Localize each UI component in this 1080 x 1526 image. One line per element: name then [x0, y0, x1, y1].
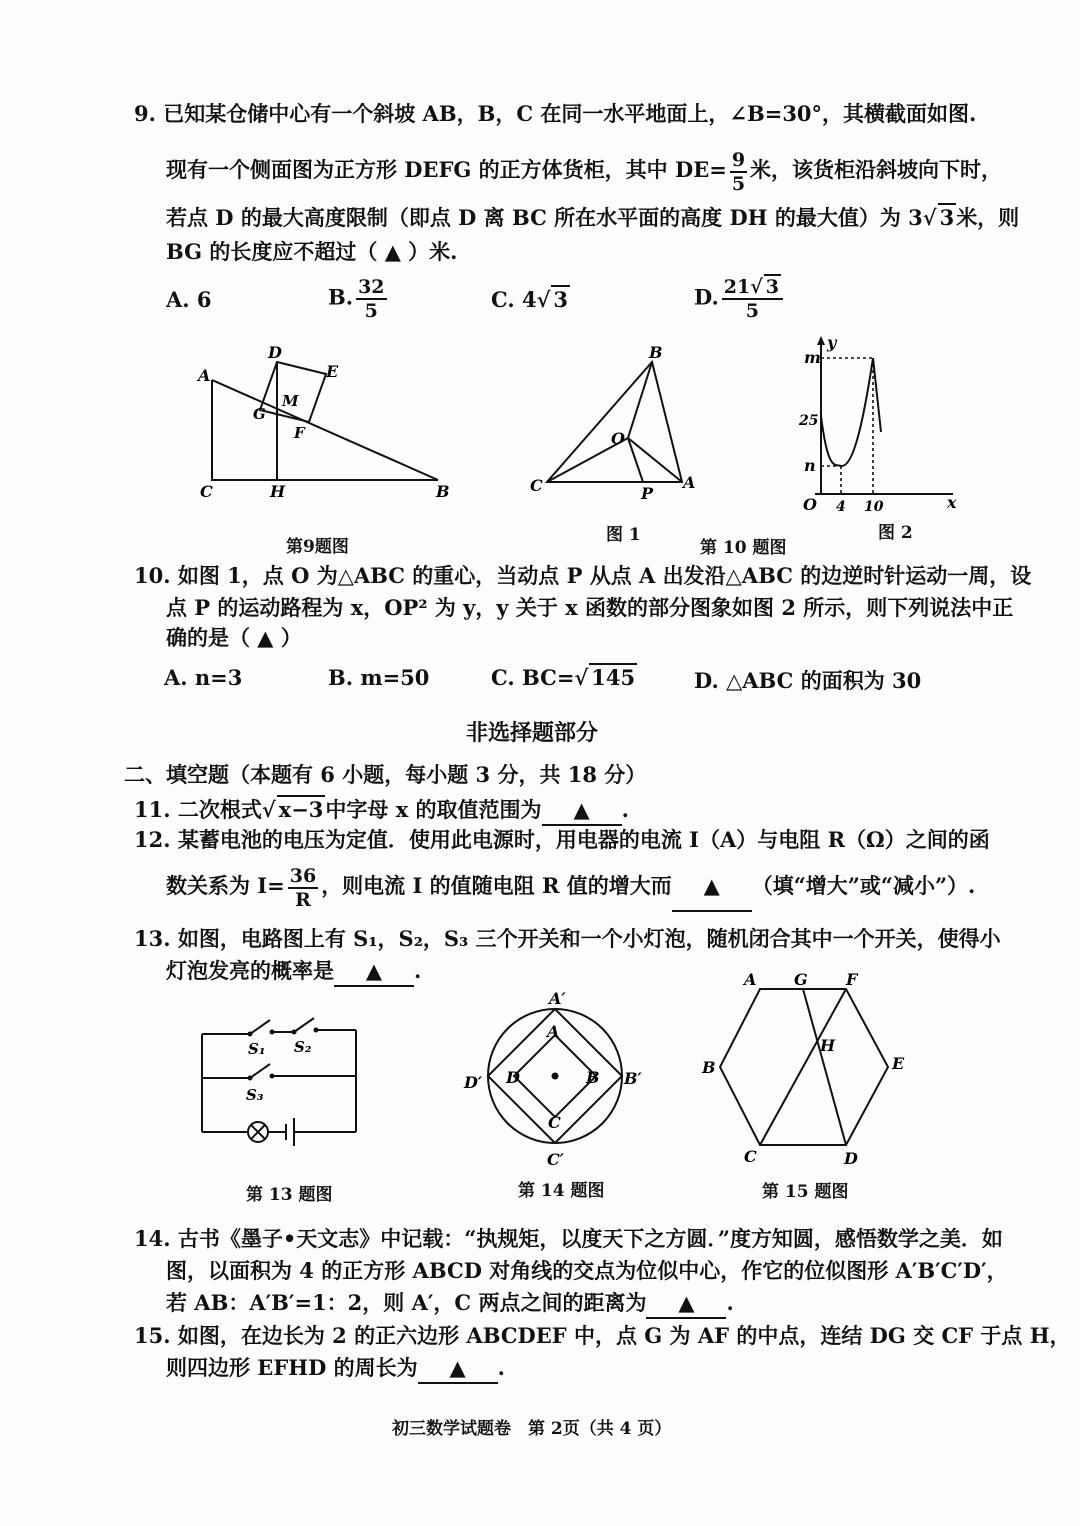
part2-heading: 二、填空题（本题有 6 小题，每小题 3 分，共 18 分） [124, 762, 647, 787]
q10-option-a: A. n=3 [164, 665, 243, 690]
q9-option-d-label: D. [694, 284, 719, 310]
q10-fig1-caption: 图 1 [606, 525, 641, 545]
q12-number: 12. [134, 827, 171, 852]
q12-text-2a: 数关系为 I= [166, 873, 285, 898]
q14-line1 [134, 1225, 1003, 1253]
q9-label-m: M [282, 392, 299, 410]
q9-line2 [166, 146, 1002, 195]
q9-sqrt-3: 3 [939, 205, 955, 230]
q14-label-c1: C′ [547, 1150, 564, 1169]
q13-text-2a: 灯泡发亮的概率是 [166, 958, 334, 983]
q10-fig1-label-p: P [641, 484, 654, 503]
q15-answer-blank[interactable]: ▲ [418, 1354, 498, 1384]
q9-number: 9. [134, 101, 156, 126]
q15-label-e: E [892, 1054, 905, 1073]
q9-option-d-sqrt: 3 [765, 276, 779, 298]
q14-answer-blank[interactable]: ▲ [646, 1289, 726, 1319]
q11-answer-blank[interactable]: ▲ [542, 796, 622, 826]
q9-line4: BG 的长度应不超过（ ▲ ）米. [166, 239, 458, 264]
q15-figure [700, 965, 920, 1175]
q15-label-b: B [702, 1058, 716, 1077]
q10-fig2-label-25: 25 [799, 413, 819, 429]
q14-end: . [726, 1290, 734, 1315]
q10-fig2-label-10: 10 [864, 499, 884, 514]
q12-line1 [134, 826, 990, 854]
q10-number: 10. [134, 563, 171, 588]
q9-text-3b: 米，则 [956, 205, 1020, 230]
q10-fig2-label-x: x [947, 493, 957, 512]
q12-frac-den: R [295, 888, 311, 911]
q14-center-point [552, 1073, 559, 1080]
q10-fig2-caption: 图 2 [878, 523, 913, 543]
q15-label-c: C [744, 1147, 757, 1166]
q9-label-h: H [270, 482, 286, 501]
q14-label-b: B [586, 1068, 600, 1087]
q9-option-b-frac [356, 276, 386, 322]
q11-end: . [621, 797, 629, 822]
q9-line3: 若点 D 的最大高度限制（即点 D 离 BC 所在水平面的高度 DH 的最大值）为 3√ 3米，则 [166, 205, 1020, 230]
q9-option-b [328, 276, 390, 322]
q10-option-c-label: C. BC= [491, 665, 575, 690]
q12-answer-blank[interactable]: ▲ [672, 862, 752, 912]
q10-line3: 确的是（ ▲ ） [166, 625, 302, 650]
q15-label-f: F [846, 970, 858, 989]
q9-option-d-frac [722, 276, 783, 322]
q11-text-a: 二次根式 [177, 797, 262, 822]
q9-option-d-num: 21 [723, 276, 751, 298]
q9-label-c: C [200, 482, 213, 501]
q12-text-1: 某蓄电池的电压为定值．使用此电源时，用电器的电流 I（A）与电阻 R（Ω）之间的函 [177, 827, 990, 852]
q10-fig1-label-o: O [611, 429, 625, 448]
q15-label-g: G [794, 970, 808, 989]
q9-label-d: D [268, 343, 282, 362]
q9-frac-den: 5 [731, 172, 746, 195]
q9-option-d [694, 276, 786, 322]
q13-end: . [414, 958, 422, 983]
q14-label-a1: A′ [549, 989, 566, 1008]
q9-line1 [134, 100, 976, 128]
q12-line2 [166, 862, 975, 912]
q15-line1 [134, 1322, 1071, 1350]
q9-text-2b: 米，该货柜沿斜坡向下时， [750, 157, 1003, 182]
section-title: 非选择题部分 [466, 720, 599, 746]
q11-text-b: 中字母 x 的取值范围为 [325, 797, 542, 822]
q13-line1 [134, 925, 1001, 953]
q12-text-2b: ，则电流 I 的值随电阻 R 值的增大而 [321, 873, 672, 898]
q15-label-a: A [744, 970, 757, 989]
q15-caption: 第 15 题图 [762, 1182, 849, 1202]
q10-caption: 第 10 题图 [700, 538, 787, 558]
q14-text-1: 古书《墨子•天文志》中记载：“执规矩，以度天下之方圆．”度方知圆，感悟数学之美．如 [177, 1226, 1003, 1251]
q13-number: 13. [134, 926, 171, 951]
q14-label-d: D [506, 1068, 520, 1087]
q10-line2: 点 P 的运动路程为 x，OP² 为 y，y 关于 x 函数的部分图象如图 2 所示，则下列说法中正 [166, 595, 1014, 620]
q10-text-1: 如图 1，点 O 为△ABC 的重心，当动点 P 从点 A 出发沿△ABC 的边逆时针运动一周，设 [177, 563, 1032, 588]
q9-option-b-den: 5 [364, 300, 378, 322]
q14-label-b1: B′ [624, 1069, 642, 1088]
q9-option-a: A. 6 [166, 287, 212, 312]
q9-text-2a: 现有一个侧面图为正方形 DEFG 的正方体货柜，其中 DE= [166, 157, 727, 182]
q10-option-d: D. △ABC 的面积为 30 [694, 668, 922, 693]
q10-fig1-label-c: C [530, 476, 543, 495]
q13-line2 [166, 957, 421, 987]
q10-fig2-label-m: m [804, 348, 821, 367]
q12-text-2c: （填“增大”或“减小”）. [751, 873, 976, 898]
q15-line2 [166, 1354, 505, 1384]
q9-option-c-sqrt: 3 [553, 287, 569, 312]
q9-option-d-den: 5 [745, 300, 759, 322]
q10-option-c: C. BC=√ 145 [491, 665, 636, 690]
q15-end: . [497, 1355, 505, 1380]
q10-option-b: B. m=50 [328, 665, 430, 690]
q14-label-d1: D′ [464, 1073, 483, 1092]
q13-label-s2: S₂ [294, 1038, 312, 1056]
q11-line: 11. 二次根式√ x−3中字母 x 的取值范围为 ▲ . [134, 796, 629, 826]
q14-label-c: C [548, 1113, 561, 1132]
q10-fig2-label-o: O [803, 495, 817, 514]
q9-text-3a: 若点 D 的最大高度限制（即点 D 离 BC 所在水平面的高度 DH 的最大值）为 3 [166, 205, 923, 230]
q9-option-c: C. 4√ 3 [491, 287, 569, 312]
q14-figure [460, 985, 660, 1170]
q13-label-s3: S₃ [246, 1086, 264, 1104]
q9-option-b-label: B. [328, 284, 354, 310]
q14-line3 [166, 1289, 734, 1319]
q14-label-a: A [547, 1022, 560, 1041]
q9-fraction-de [730, 149, 747, 195]
q12-frac-num: 36 [289, 864, 317, 887]
q11-number: 11. [134, 797, 171, 822]
q9-figure [190, 340, 460, 510]
q15-label-d: D [844, 1149, 858, 1168]
page-footer: 初三数学试题卷 第 2页（共 4 页） [392, 1419, 672, 1439]
q11-sqrt: x−3 [278, 797, 324, 822]
q14-line2: 图，以面积为 4 的正方形 ABCD 对角线的交点为位似中心，作它的位似图形 A′B′C′D′， [166, 1258, 1008, 1283]
q10-figure-1 [525, 340, 705, 510]
q13-caption: 第 13 题图 [246, 1185, 333, 1205]
q10-line1 [134, 562, 1031, 590]
q12-fraction [288, 865, 318, 911]
q13-label-s1: S₁ [248, 1040, 266, 1058]
q9-label-a: A [198, 366, 211, 385]
q14-number: 14. [134, 1226, 171, 1251]
q9-label-e: E [326, 362, 339, 381]
q9-text-1: 已知某仓储中心有一个斜坡 AB，B，C 在同一水平地面上，∠B=30°，其横截面如图. [163, 101, 977, 126]
q10-figure-2 [795, 334, 965, 514]
q10-fig2-y-arrow [817, 336, 825, 345]
q13-answer-blank[interactable]: ▲ [334, 957, 414, 987]
q15-number: 15. [134, 1323, 171, 1348]
q9-option-d-num-wrap: 21√ 3 [722, 276, 783, 300]
q15-text-1: 如图，在边长为 2 的正六边形 ABCDEF 中，点 G 为 AF 的中点，连结 DG 交 CF 于点 H， [177, 1323, 1071, 1348]
q15-text-2a: 则四边形 EFHD 的周长为 [166, 1355, 418, 1380]
q15-label-h: H [820, 1036, 836, 1055]
q10-fig2-label-4: 4 [836, 499, 846, 514]
q9-option-b-num: 32 [358, 276, 385, 298]
q13-figure [190, 1012, 370, 1152]
q10-fig1-label-a: A [683, 473, 696, 492]
q9-label-g: G [253, 405, 266, 423]
q9-label-f: F [294, 424, 305, 442]
q9-caption: 第9题图 [286, 537, 349, 557]
q10-fig1-label-b: B [649, 343, 663, 362]
q10-option-c-sqrt: 145 [591, 665, 636, 690]
q10-fig2-label-n: n [804, 456, 816, 475]
q9-option-c-label: C. 4 [491, 287, 537, 312]
q9-frac-num: 9 [731, 148, 746, 171]
q9-label-b: B [436, 482, 450, 501]
q13-text-1: 如图，电路图上有 S₁，S₂，S₃ 三个开关和一个小灯泡，随机闭合其中一个开关，使得小 [177, 926, 1001, 951]
q14-text-3a: 若 AB：A′B′=1：2，则 A′，C 两点之间的距离为 [166, 1290, 647, 1315]
q14-caption: 第 14 题图 [518, 1181, 605, 1201]
q10-fig2-label-y: y [827, 334, 837, 352]
